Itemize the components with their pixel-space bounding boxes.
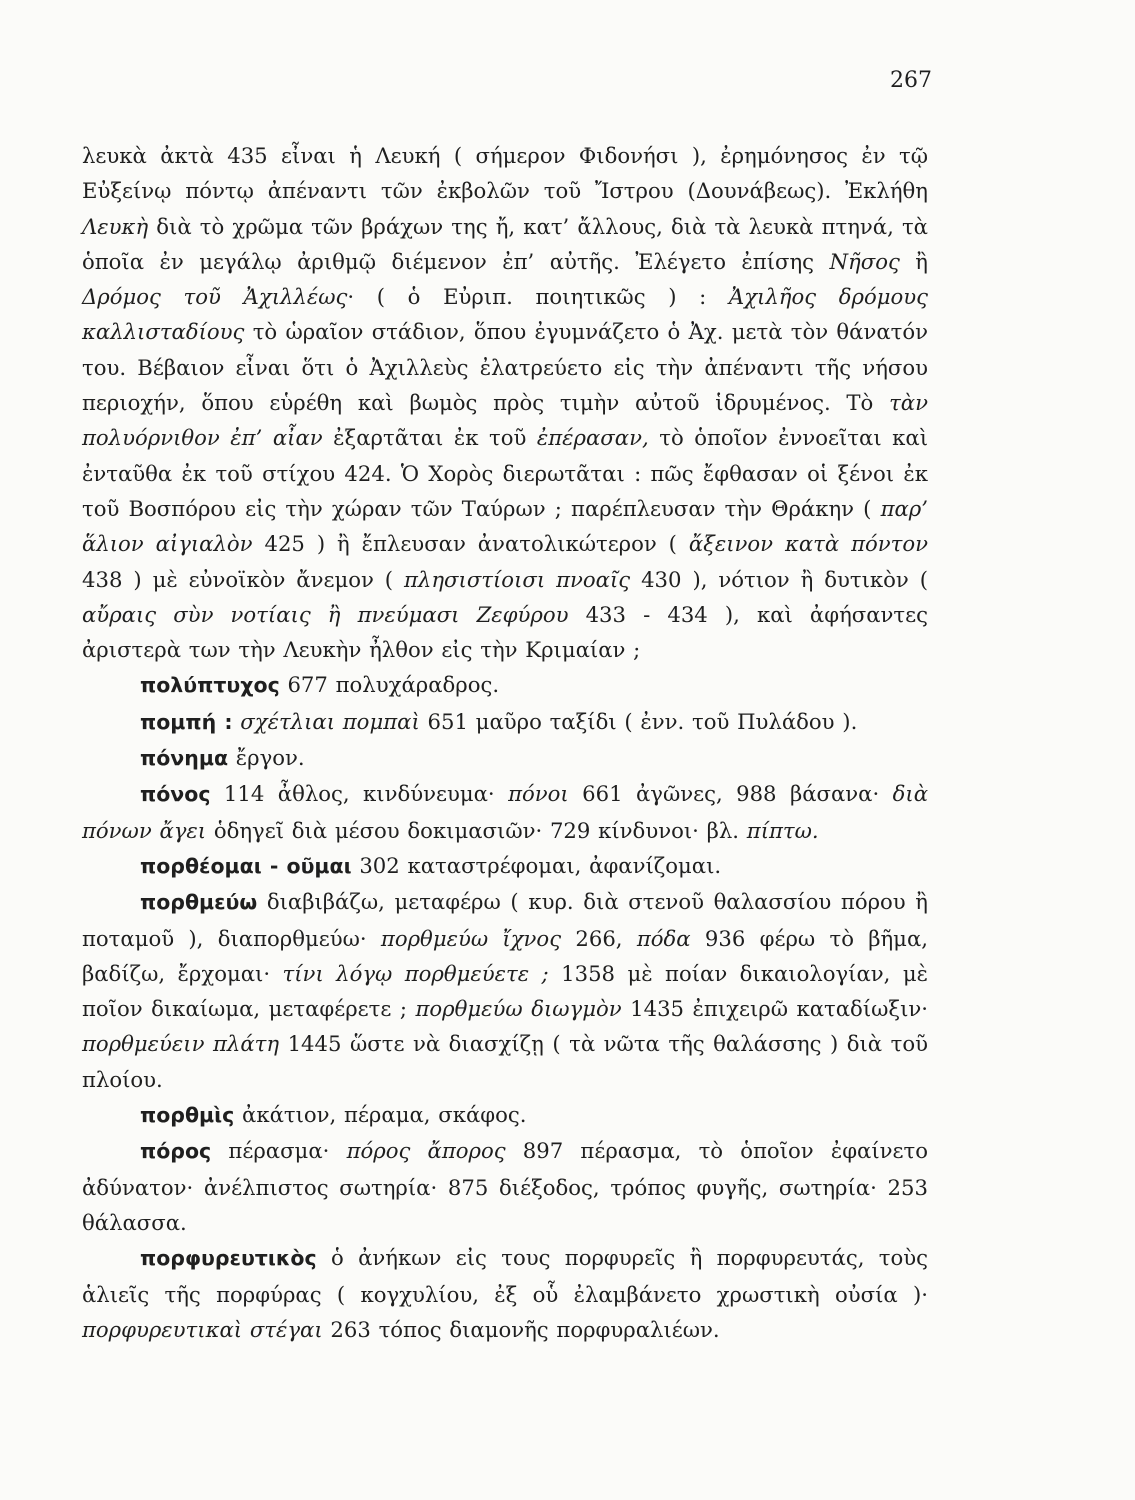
text-run: 936 φέρω τὸ βῆμα, βαδίζω, ἔρχομαι· <box>82 925 928 986</box>
italic-phrase: Νῆσος <box>829 248 900 274</box>
entry-porfyreytikos <box>82 1240 928 1347</box>
headword: πολύπτυχος <box>140 673 280 698</box>
entry-ponos <box>82 776 928 848</box>
headword: πορθμεύω <box>140 890 258 915</box>
text-run: 661 ἀγῶνες, 988 βάσανα· <box>568 781 893 807</box>
italic-phrase: πορθμεύω ἴχνος <box>380 925 562 951</box>
headword: πόνος <box>140 782 211 807</box>
entry-portheomai <box>82 848 928 884</box>
text-run: ὁδηγεῖ διὰ μέσου δοκιμασιῶν· 729 κίνδυνοι· βλ. <box>206 817 747 843</box>
italic-phrase: πορφυρευτικαὶ στέγαι <box>82 1316 323 1342</box>
headword: πόρος <box>140 1139 212 1164</box>
text-run: 1445 ὥστε νὰ διασχίζῃ ( τὰ νῶτα τῆς θαλάσσης ) διὰ τοῦ πλοίου. <box>82 1031 928 1092</box>
italic-phrase: αὔραις σὺν νοτίαις ἢ πνεύμασι Ζεφύρου <box>82 601 569 627</box>
text-run: 897 πέρασμα, τὸ ὁποῖον ἐφαίνετο ἀδύνατον· ἀνέλπιστος σωτηρία· 875 διέξοδος, τρόπος φυγῆς, σωτηρία· 253 θάλασσα. <box>82 1138 928 1235</box>
text-run: τὸ ὁποῖον ἐννοεῖται καὶ ἐνταῦθα ἐκ τοῦ στίχου 424. Ὁ Χορὸς διερωτᾶται : πῶς ἔφθασαν οἱ ξένοι ἐκ τοῦ Βοσπόρου εἰς τὴν χώραν τῶν Ταύρων ; παρέπλευσαν τὴν Θράκην ( <box>82 425 928 521</box>
italic-phrase: διὰ πόνων ἄγει <box>82 781 928 843</box>
italic-phrase: Ἀχιλῆος δρόμους καλλισταδίους <box>82 284 928 345</box>
text-run: λευκὰ ἀκτὰ 435 εἶναι ἡ Λευκή ( σήμερον Φιδονήσι ), ἐρημόνησος ἐν τῷ Εὐξείνῳ πόντῳ ἀπέναντι τῶν ἐκβολῶν τοῦ Ἴστρου (Δουνάβεως). Ἐκλήθη <box>82 143 928 204</box>
text-run: διαβιβάζω, μεταφέρω ( κυρ. διὰ στενοῦ θαλασσίου πόρου ἢ ποταμοῦ ), διαπορθμεύω· <box>82 889 928 951</box>
text-run: 433 - 434 ), καὶ ἀφήσαντες ἀριστερὰ των τὴν Λευκὴν ἦλθον εἰς τὴν Κριμαίαν ; <box>82 601 928 663</box>
entry-porthmeyo <box>82 884 928 1097</box>
italic-phrase: πορθμεύειν πλάτη <box>82 1031 280 1057</box>
text-run: ἀκάτιον, πέραμα, σκάφος. <box>234 1102 527 1128</box>
italic-phrase: ἐπέρασαν, <box>536 425 649 451</box>
italic-phrase: πλησιστίοισι πνοαῖς <box>404 566 631 592</box>
italic-phrase: πόνοι <box>508 781 569 807</box>
entry-polyptychos <box>82 667 928 703</box>
italic-phrase: τίνι λόγῳ πορθμεύετε ; <box>282 960 549 986</box>
text-run: ἢ <box>899 248 928 274</box>
text-run: 1358 μὲ ποίαν δικαιολογίαν, μὲ ποῖον δικαίωμα, μεταφέρετε ; <box>82 960 928 1022</box>
entry-porthmis <box>82 1097 928 1133</box>
italic-phrase: παρ’ ἅλιον αἰγιαλὸν <box>82 495 928 557</box>
text-run: 263 τόπος διαμονῆς πορφυραλιέων. <box>322 1316 720 1342</box>
headword: πορφυρευτικὸς <box>140 1246 317 1271</box>
text-run: πέρασμα· <box>211 1138 347 1164</box>
text-run: 651 μαῦρο ταξίδι ( ἐνν. τοῦ Πυλάδου ). <box>419 708 858 734</box>
headword: πομπή : <box>140 709 233 734</box>
italic-phrase: τὰν πολυόρνιθον ἐπ’ αἶαν <box>82 390 928 451</box>
headword: πορθμὶς <box>140 1103 235 1128</box>
text-body <box>82 138 928 1347</box>
text-run: 438 ) μὲ εὐνοϊκὸν ἄνεμον ( <box>82 566 404 592</box>
italic-phrase: πόδα <box>636 925 691 951</box>
entry-poros <box>82 1133 928 1240</box>
italic-phrase: Λευκὴ <box>82 213 149 239</box>
text-run: 266, <box>561 925 637 951</box>
text-run: 302 καταστρέφομαι, ἀφανίζομαι. <box>351 852 722 878</box>
intro-paragraph <box>82 138 928 667</box>
text-run: τὸ ὡραῖον στάδιον, ὅπου ἐγυμνάζετο ὁ Ἀχ. μετὰ τὸν θάνατόν του. Βέβαιον εἶναι ὅτι ὁ Ἀχιλλεὺς ἐλατρεύετο εἰς τὴν ἀπέναντι τῆς νήσου περιοχήν, ὅπου εὑρέθη καὶ βωμὸς πρὸς τιμὴν αὐτοῦ ἱδρυμένος. Τὸ <box>82 319 928 416</box>
text-run: 430 ), νότιον ἢ δυτικὸν ( <box>630 566 928 592</box>
entry-list <box>82 667 928 1347</box>
text-run: 425 ) ἢ ἔπλευσαν ἀνατολικώτερον ( <box>252 531 689 557</box>
page-number: 267 <box>890 68 932 93</box>
text-run: · ( ὁ Εὐριπ. ποιητικῶς ) : <box>347 284 729 310</box>
entry-ponima <box>82 740 928 776</box>
italic-phrase: Δρόμος τοῦ Ἀχιλλέως <box>82 284 348 310</box>
text-run: διὰ τὸ χρῶμα τῶν βράχων της ἤ, κατ’ ἄλλους, διὰ τὰ λευκὰ πτηνά, τὰ ὁποῖα ἐν μεγάλῳ ἀριθμῷ διέμενον ἐπ’ αὐτῆς. Ἐλέγετο ἐπίσης <box>82 213 928 274</box>
italic-phrase: πίπτω. <box>746 817 819 843</box>
headword: πορθέομαι - οῦμαι <box>140 853 352 878</box>
text-run: 1435 ἐπιχειρῶ καταδίωξιν· <box>621 996 928 1022</box>
entry-pompi <box>82 704 928 740</box>
text-run: 677 πολυχάραδρος. <box>279 672 500 698</box>
text-run: ὁ ἀνήκων εἰς τους πορφυρεῖς ἢ πορφυρευτάς, τοὺς ἁλιεῖς τῆς πορφύρας ( κογχυλίου, ἐξ οὗ ἐλαμβάνετο χρωστικὴ οὐσία )· <box>82 1245 928 1307</box>
text-run: 114 ἆθλος, κινδύνευμα· <box>210 781 509 807</box>
italic-phrase: ἄξεινον κατὰ πόντον <box>688 531 929 557</box>
italic-phrase: πορθμεύω διωγμὸν <box>415 996 622 1022</box>
italic-phrase: πόρος ἄπορος <box>346 1138 506 1164</box>
headword: πόνημα <box>140 746 229 771</box>
text-run: ἔργον. <box>228 745 305 771</box>
italic-phrase: σχέτλιαι πομπαὶ <box>240 708 420 734</box>
text-run: ἐξαρτᾶται ἐκ τοῦ <box>322 425 537 451</box>
